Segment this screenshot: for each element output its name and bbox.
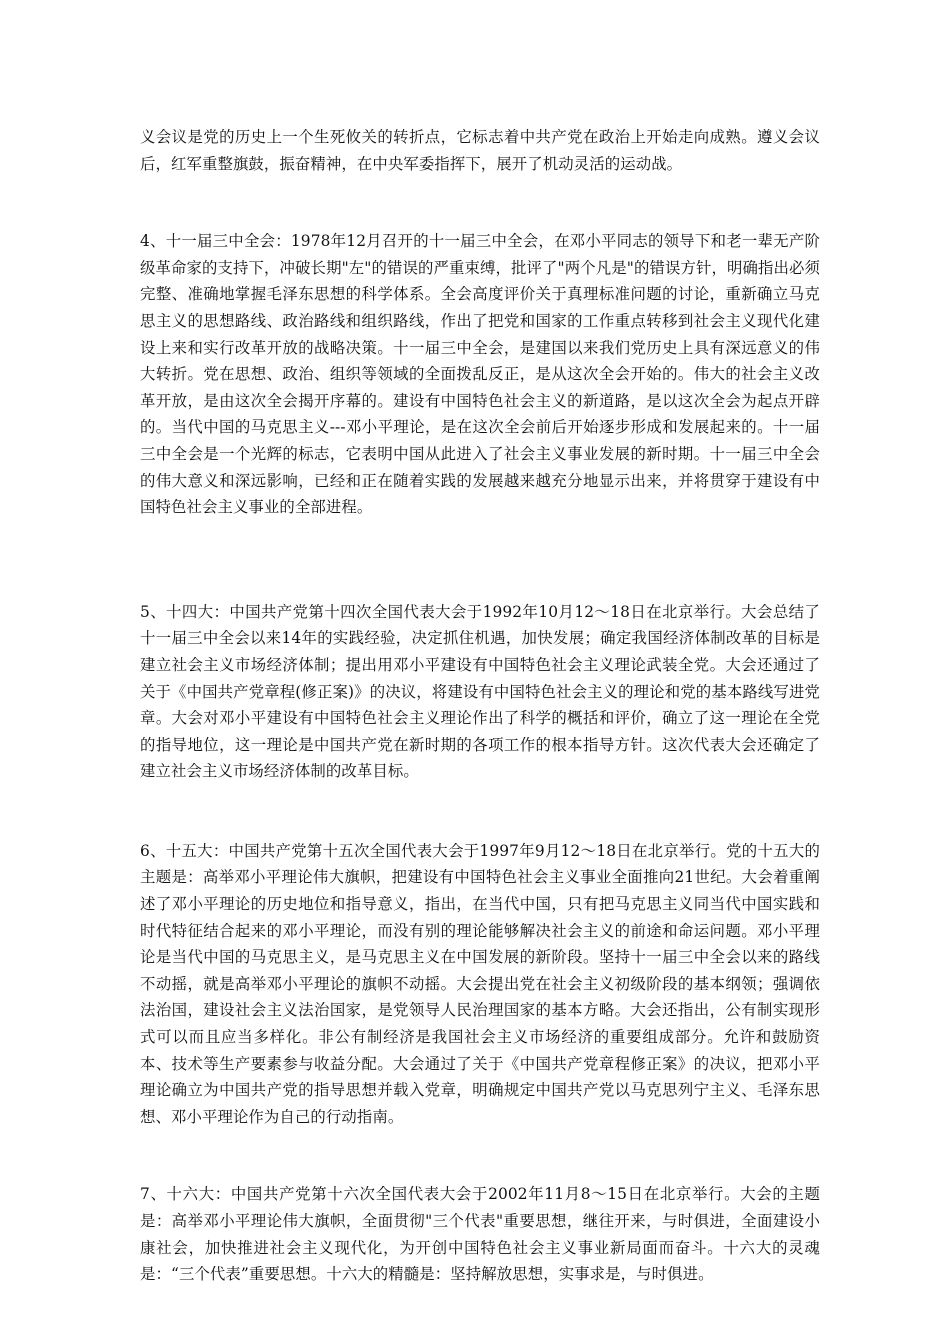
paragraph-14th-congress: 5、十四大：中国共产党第十四次全国代表大会于1992年10月12～18日在北京举行。大会总结了十一届三中全会以来14年的实践经验，决定抓住机遇，加快发展；确定我国经济体制改革的目标是建立社会主义市场经济体制；提出用邓小平建设有中国特色社会主义理论武装全党。大会还通过了关于《中国共产党章程(修正案)》的决议，将建设有中国特色社会主义的理论和党的基本路线写进党章。大会对邓小平建设有中国特色社会主义理论作出了科学的概括和评价，确立了这一理论在全党的指导地位，这一理论是中国共产党在新时期的各项工作的根本指导方针。这次代表大会还确定了建立社会主义市场经济体制的改革目标。 xyxy=(140,602,820,781)
paragraph-zunyi-conclusion: 义会议是党的历史上一个生死攸关的转折点，它标志着中共产党在政治上开始走向成熟。遵义会议后，红军重整旗鼓，振奋精神，在中央军委指挥下，展开了机动灵活的运动战。 xyxy=(140,128,820,173)
paragraph-16th-congress: 7、十六大：中国共产党第十六次全国代表大会于2002年11月8～15日在北京举行。大会的主题是：高举邓小平理论伟大旗帜，全面贯彻"三个代表"重要思想，继往开来，与时俱进，全面建设小康社会，加快推进社会主义现代化，为开创中国特色社会主义事业新局面而奋斗。十六大的灵魂是：“三个代表”重要思想。十六大的精髓是：坚持解放思想，实事求是，与时俱进。 xyxy=(140,1185,820,1284)
paragraph-15th-congress: 6、十五大：中国共产党第十五次全国代表大会于1997年9月12～18日在北京举行。党的十五大的主题是：高举邓小平理论伟大旗帜，把建设有中国特色社会主义事业全面推向21世纪。大会着重阐述了邓小平理论的历史地位和指导意义，指出，在当代中国，只有把马克思主义同当代中国实践和时代特征结合起来的邓小平理论，而没有别的理论能够解决社会主义的前途和命运问题。邓小平理论是当代中国的马克思主义，是马克思主义在中国发展的新阶段。坚持十一届三中全会以来的路线不动摇，就是高举邓小平理论的旗帜不动摇。大会提出党在社会主义初级阶段的基本纲领；强调依法治国，建设社会主义法治国家，是党领导人民治理国家的基本方略。大会还指出，公有制实现形式可以而且应当多样化。非公有制经济是我国社会主义市场经济的重要组成部分。允许和鼓励资本、技术等生产要素参与收益分配。大会通过了关于《中国共产党章程修正案》的决议，把邓小平理论确立为中国共产党的指导思想并载入党章，明确规定中国共产党以马克思列宁主义、毛泽东思想、邓小平理论作为自己的行动指南。 xyxy=(140,841,820,1126)
paragraph-spacer xyxy=(140,521,820,599)
paragraph-spacer xyxy=(140,1130,820,1181)
document-body xyxy=(140,124,820,1288)
paragraph-spacer xyxy=(140,785,820,838)
paragraph-spacer xyxy=(140,177,820,228)
paragraph-third-plenum: 4、十一届三中全会：1978年12月召开的十一届三中全会，在邓小平同志的领导下和老一辈无产阶级革命家的支持下，冲破长期"左"的错误的严重束缚，批评了"两个凡是"的错误方针，明确指出必须完整、准确地掌握毛泽东思想的科学体系。全会高度评价关于真理标准问题的讨论，重新确立马克思主义的思想路线、政治路线和组织路线，作出了把党和国家的工作重点转移到社会主义现代化建设上来和实行改革开放的战略决策。十一届三中全会，是建国以来我们党历史上具有深远意义的伟大转折。党在思想、政治、组织等领域的全面拨乱反正，是从这次全会开始的。伟大的社会主义改革开放，是由这次全会揭开序幕的。建设有中国特色社会主义的新道路，是以这次全会为起点开辟的。当代中国的马克思主义---邓小平理论，是在这次全会前后开始逐步形成和发展起来的。十一届三中全会是一个光辉的标志，它表明中国从此进入了社会主义事业发展的新时期。十一届三中全会的伟大意义和深远影响，已经和正在随着实践的发展越来越充分地显示出来，并将贯穿于建设有中国特色社会主义事业的全部进程。 xyxy=(140,232,820,517)
